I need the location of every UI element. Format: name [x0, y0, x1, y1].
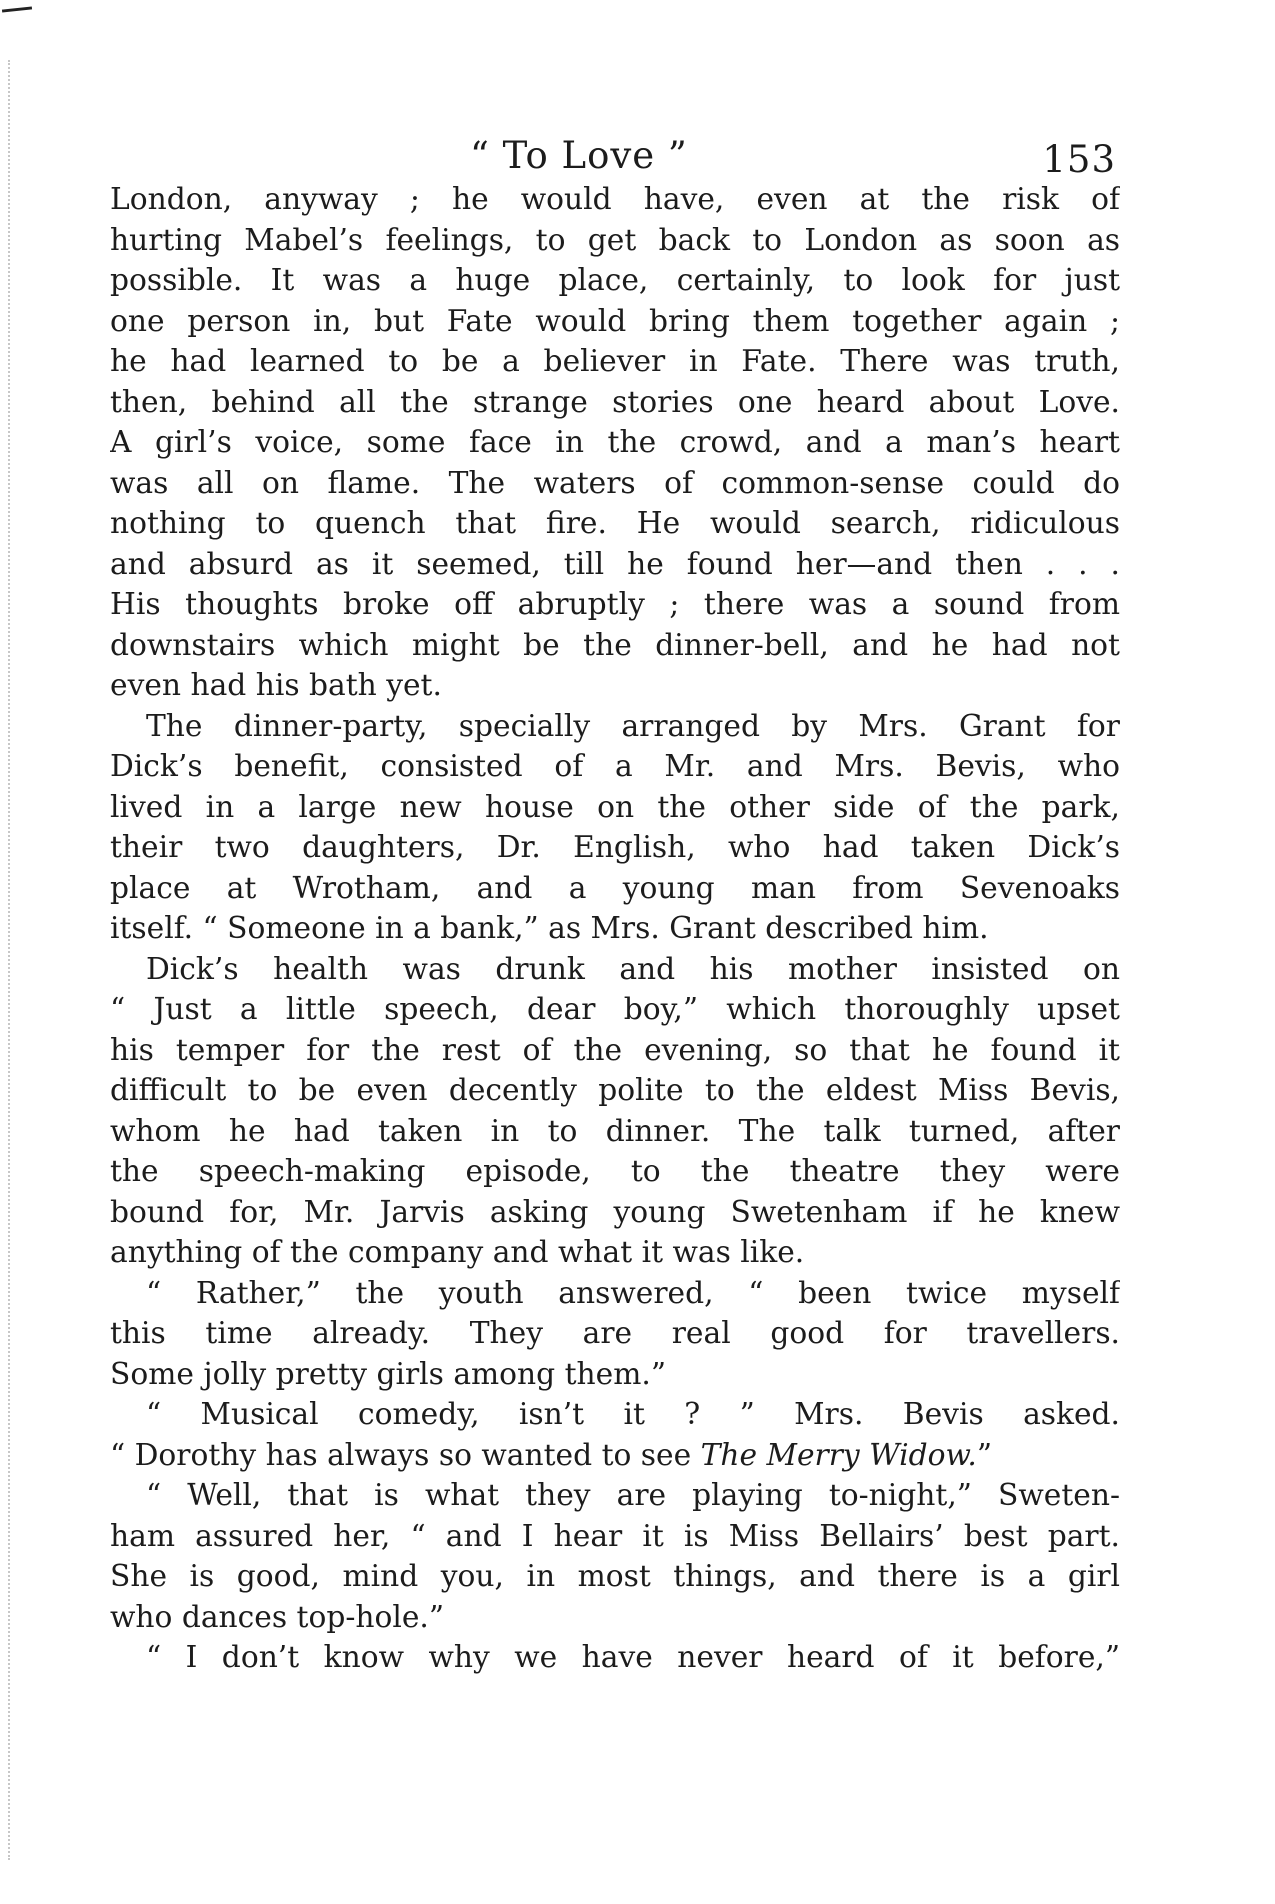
- text-line: [110, 1031, 1120, 1072]
- text-line-content: even had his bath yet.: [110, 668, 442, 703]
- text-line: [110, 1314, 1120, 1355]
- text-line: [110, 788, 1120, 829]
- text-line: [110, 909, 1120, 950]
- text-line: [110, 1152, 1120, 1193]
- text-line: [110, 1395, 1120, 1436]
- text-line: [110, 1193, 1120, 1234]
- text-line-content: “ Well, that is what they are playing to-night,” Sweten-: [146, 1478, 1120, 1513]
- text-line: [110, 342, 1120, 383]
- text-line-content: anything of the company and what it was like.: [110, 1235, 805, 1270]
- text-line: [110, 1233, 1120, 1274]
- text-line-content: “ Rather,” the youth answered, “ been twice myself: [146, 1275, 1120, 1311]
- text-line-content: bound for, Mr. Jarvis asking young Swetenham if he knew: [110, 1194, 1120, 1230]
- text-line: [110, 504, 1120, 545]
- text-line-content: Dick’s benefit, consisted of a Mr. and Mrs. Bevis, who: [110, 749, 1120, 784]
- text-line-content: downstairs which might be the dinner-bell, and he had not: [110, 627, 1120, 663]
- text-line-content: Dick’s health was drunk and his mother insisted on: [146, 951, 1120, 987]
- text-line-content: His thoughts broke off abruptly ; there was a sound from: [110, 587, 1120, 622]
- text-line-content: who dances top-hole.”: [110, 1599, 445, 1635]
- text-line-content: then, behind all the strange stories one heard about Love.: [110, 384, 1120, 420]
- text-line: [110, 828, 1120, 869]
- text-line-content: hurting Mabel’s feelings, to get back to London as soon as: [110, 222, 1120, 258]
- text-line: [110, 302, 1120, 343]
- text-line-content: was all on flame. The waters of common-sense could do: [110, 465, 1120, 501]
- text-line-content: he had learned to be a believer in Fate. There was truth,: [110, 344, 1120, 379]
- text-line: [110, 1112, 1120, 1153]
- text-line-content: “ Musical comedy, isn’t it ? ” Mrs. Bevis asked.: [146, 1397, 1120, 1432]
- text-line: [110, 383, 1120, 424]
- text-line: [110, 545, 1120, 586]
- text-line: [110, 666, 1120, 707]
- text-line-content: difficult to be even decently polite to the eldest Miss Bevis,: [110, 1073, 1120, 1108]
- text-line: [110, 423, 1120, 464]
- body-text: [110, 180, 1120, 1679]
- text-line: [110, 1071, 1120, 1112]
- text-line: [110, 747, 1120, 788]
- text-line: [110, 1476, 1120, 1517]
- text-line-content: this time already. They are real good for travellers.: [110, 1316, 1120, 1351]
- text-line: [110, 261, 1120, 302]
- text-line-content: one person in, but Fate would bring them together again ;: [110, 303, 1120, 339]
- text-line-content: his temper for the rest of the evening, so that he found it: [110, 1032, 1120, 1068]
- text-line: [110, 707, 1120, 748]
- corner-scan-mark: [2, 6, 32, 12]
- text-line: [110, 221, 1120, 262]
- page-edge-shadow: [8, 60, 20, 1860]
- text-line: [110, 1557, 1120, 1598]
- text-line: [110, 990, 1120, 1031]
- text-line-content: place at Wrotham, and a young man from Sevenoaks: [110, 870, 1120, 906]
- text-line: [110, 585, 1120, 626]
- text-line-content: “ Dorothy has always so wanted to see: [110, 1437, 701, 1473]
- text-line-content: “ Just a little speech, dear boy,” which thoroughly upset: [110, 992, 1120, 1027]
- text-line-content: London, anyway ; he would have, even at the risk of: [110, 182, 1120, 217]
- text-line: [110, 1274, 1120, 1315]
- text-line-content: The dinner-party, specially arranged by Mrs. Grant for: [146, 708, 1120, 744]
- text-line: [110, 464, 1120, 505]
- italic-title: The Merry Widow.: [700, 1437, 977, 1473]
- text-line: [110, 869, 1120, 910]
- text-line-content: their two daughters, Dr. English, who had taken Dick’s: [110, 830, 1120, 865]
- running-title: “ To Love ”: [470, 134, 688, 177]
- page-number: 153: [1042, 138, 1116, 181]
- text-line: [110, 626, 1120, 667]
- text-line-content: and absurd as it seemed, till he found her—and then . . .: [110, 546, 1120, 582]
- text-line: [110, 180, 1120, 221]
- text-line: [110, 1355, 1120, 1396]
- page-header: [110, 108, 1120, 180]
- text-line-content: She is good, mind you, in most things, and there is a girl: [110, 1559, 1120, 1594]
- text-line: [110, 1598, 1120, 1639]
- text-line-content: A girl’s voice, some face in the crowd, and a man’s heart: [110, 425, 1120, 460]
- text-line-content: possible. It was a huge place, certainly, to look for just: [110, 263, 1120, 298]
- text-line-content: nothing to quench that fire. He would search, ridiculous: [110, 506, 1120, 541]
- text-line-content: lived in a large new house on the other side of the park,: [110, 789, 1120, 825]
- text-line: [110, 1517, 1120, 1558]
- closing-quote: ”: [976, 1437, 992, 1473]
- text-line-content: the speech-making episode, to the theatre they were: [110, 1154, 1120, 1189]
- text-line-content: ham assured her, “ and I hear it is Miss Bellairs’ best part.: [110, 1518, 1120, 1554]
- text-line: [110, 1638, 1120, 1679]
- text-line-content: whom he had taken in to dinner. The talk turned, after: [110, 1113, 1120, 1149]
- text-line-content: Some jolly pretty girls among them.”: [110, 1356, 667, 1392]
- text-line: [110, 1436, 1120, 1477]
- book-page: [110, 108, 1120, 1679]
- text-line-content: itself. “ Someone in a bank,” as Mrs. Grant described him.: [110, 911, 989, 946]
- text-line: [110, 950, 1120, 991]
- text-line-content: “ I don’t know why we have never heard of it before,”: [146, 1640, 1120, 1675]
